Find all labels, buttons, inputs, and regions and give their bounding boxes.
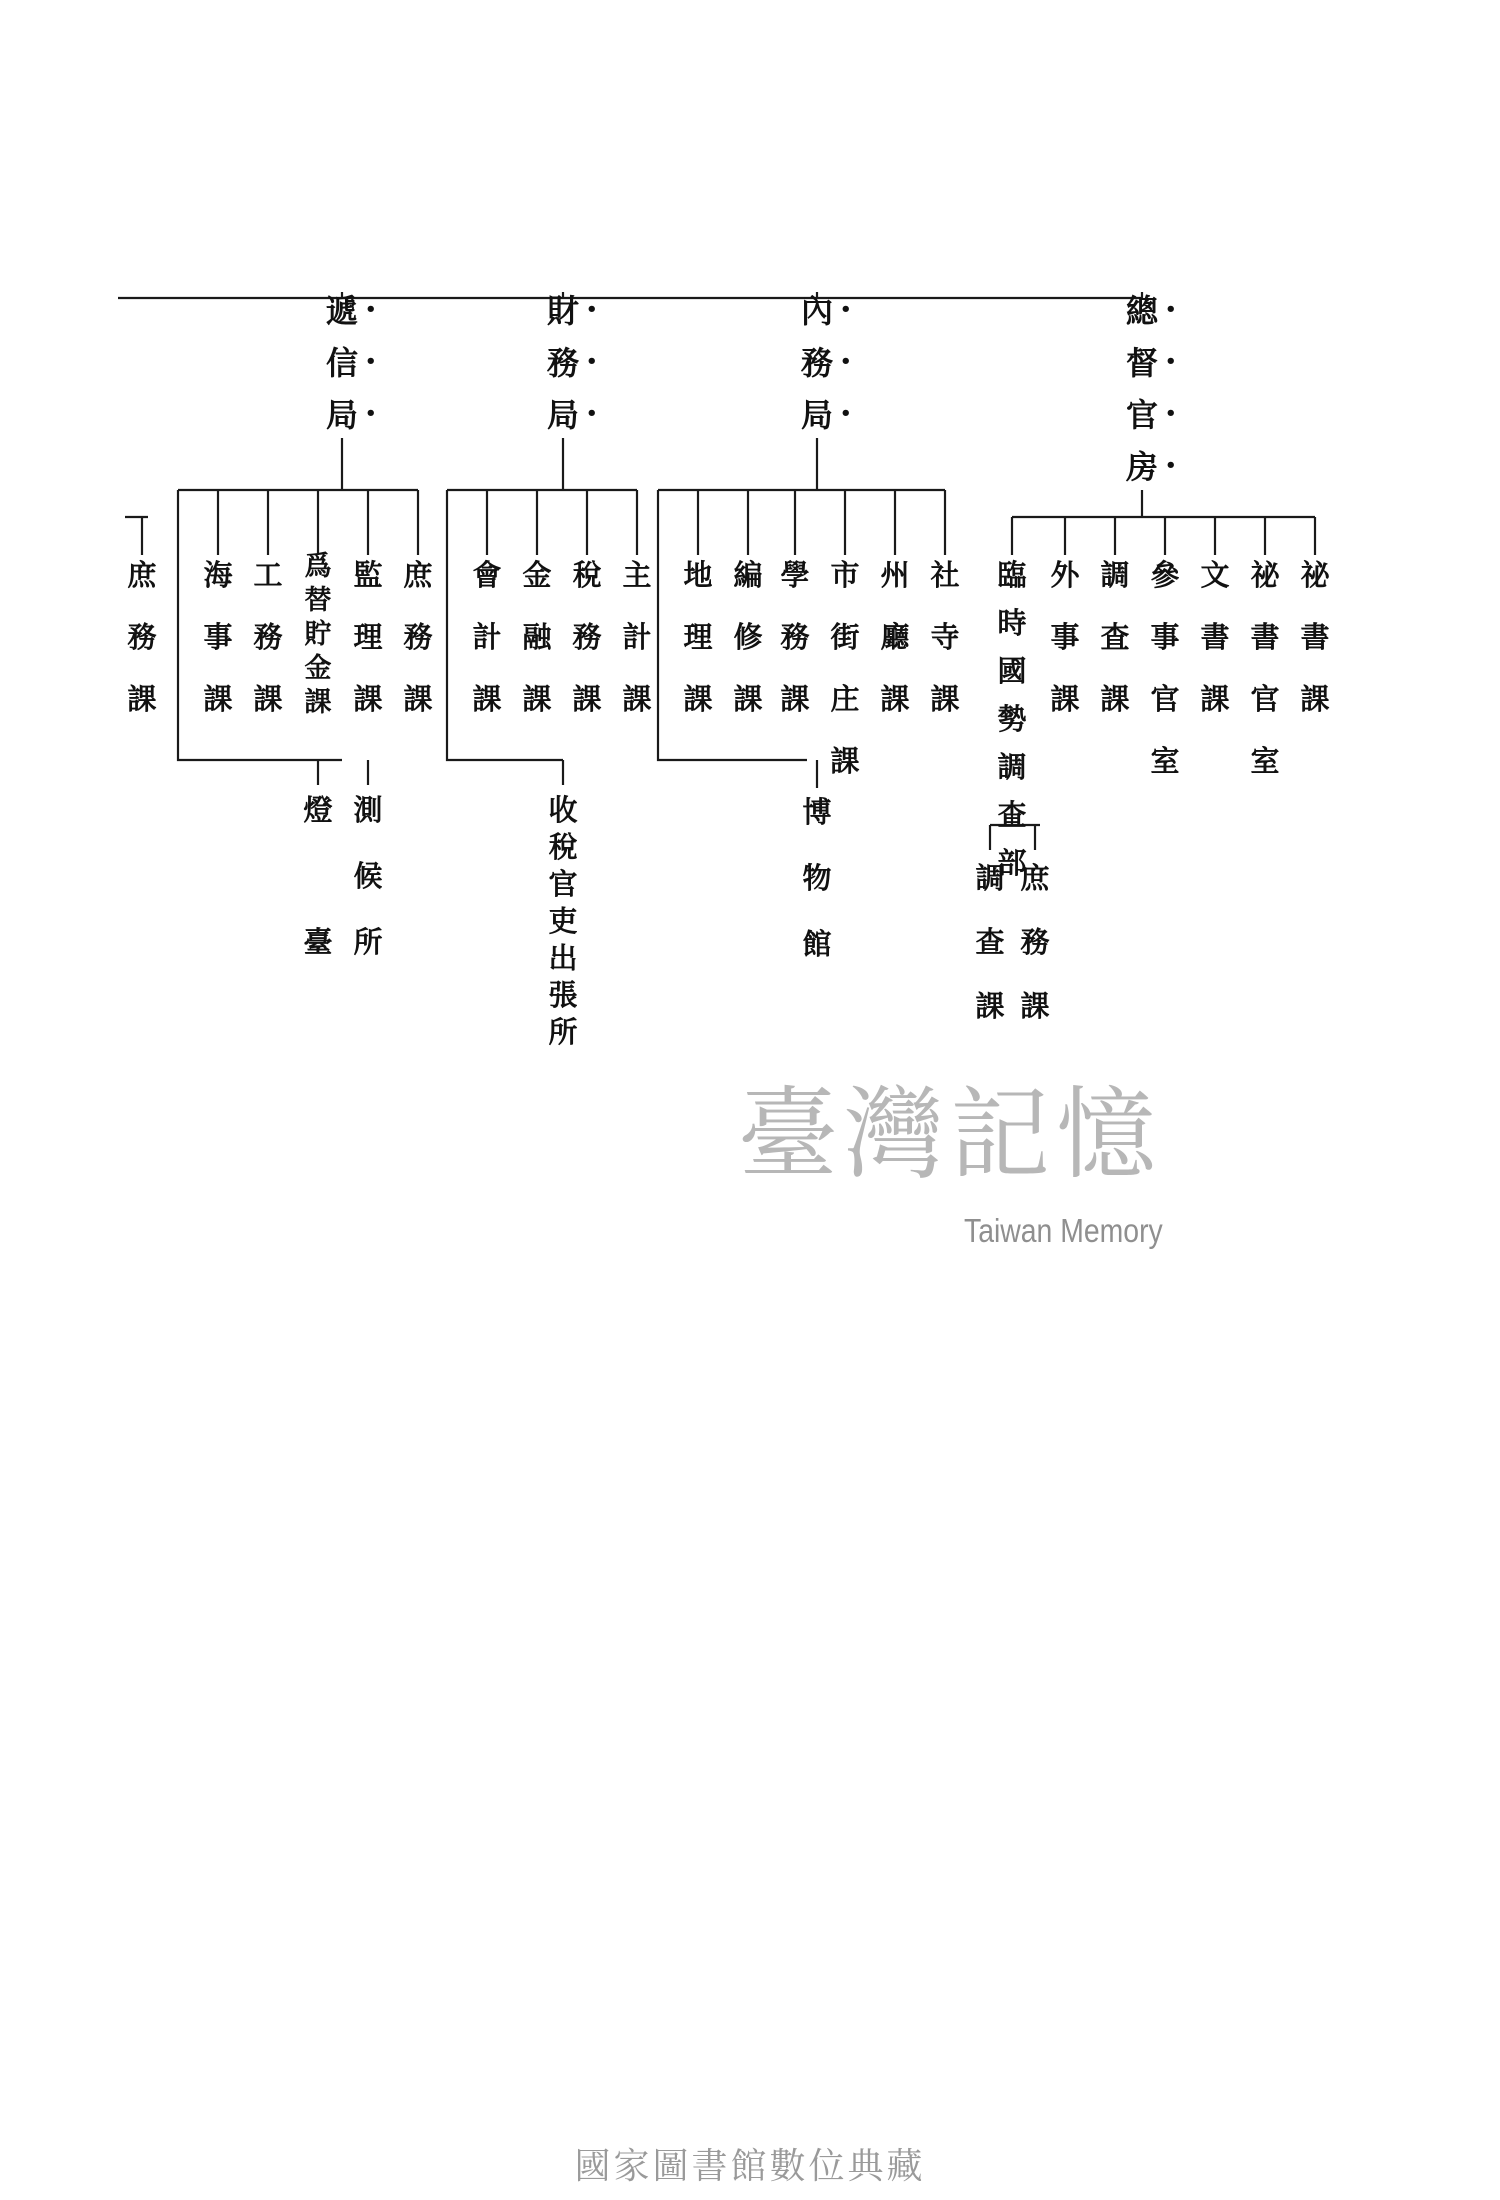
svg-text:街: 街 xyxy=(830,620,860,654)
svg-text:物: 物 xyxy=(802,861,832,895)
svg-text:書: 書 xyxy=(1200,620,1230,654)
svg-text:遞: 遞 xyxy=(325,292,359,330)
section-label xyxy=(472,558,501,716)
section-label xyxy=(930,558,959,716)
svg-text:局: 局 xyxy=(800,396,834,434)
svg-text:調: 調 xyxy=(1100,558,1130,592)
svg-text:燈: 燈 xyxy=(303,793,333,827)
svg-text:庶: 庶 xyxy=(127,558,157,592)
svg-text:•: • xyxy=(840,298,852,320)
svg-text:•: • xyxy=(1165,298,1177,320)
svg-text:財: 財 xyxy=(546,292,580,330)
subunit-label xyxy=(353,793,382,959)
department-head-zaimu xyxy=(546,292,598,434)
svg-text:張: 張 xyxy=(548,978,578,1012)
svg-text:務: 務 xyxy=(1020,925,1050,959)
svg-text:•: • xyxy=(840,350,852,372)
section-label xyxy=(252,558,282,716)
svg-text:監: 監 xyxy=(353,558,383,592)
svg-text:博: 博 xyxy=(802,795,832,829)
svg-text:課: 課 xyxy=(522,682,552,716)
footer-collection-label: 國家圖書館數位典藏 xyxy=(574,2146,926,2187)
svg-text:替: 替 xyxy=(304,585,332,616)
svg-text:課: 課 xyxy=(304,687,332,718)
svg-text:課: 課 xyxy=(1300,682,1330,716)
watermark-english: Taiwan Memory xyxy=(964,1212,1163,1249)
section-label xyxy=(1050,558,1080,716)
svg-text:局: 局 xyxy=(325,396,359,434)
svg-text:課: 課 xyxy=(1200,682,1230,716)
svg-text:課: 課 xyxy=(1020,989,1050,1023)
svg-text:室: 室 xyxy=(1150,744,1180,778)
svg-text:計: 計 xyxy=(472,620,502,654)
svg-text:課: 課 xyxy=(622,682,652,716)
svg-text:信: 信 xyxy=(325,344,359,382)
svg-text:•: • xyxy=(586,350,598,372)
svg-text:官: 官 xyxy=(1250,682,1280,716)
svg-text:部: 部 xyxy=(997,846,1027,880)
svg-text:理: 理 xyxy=(353,620,383,654)
section-label xyxy=(779,558,809,716)
svg-text:課: 課 xyxy=(253,682,283,716)
svg-text:官: 官 xyxy=(1125,396,1159,434)
svg-text:•: • xyxy=(365,298,377,320)
subunit-label xyxy=(548,793,577,1049)
svg-text:課: 課 xyxy=(733,682,763,716)
svg-text:所: 所 xyxy=(353,925,383,959)
section-label xyxy=(880,558,910,716)
svg-text:庶: 庶 xyxy=(403,558,433,592)
svg-text:課: 課 xyxy=(930,682,960,716)
svg-text:金: 金 xyxy=(522,558,552,592)
section-label xyxy=(1100,558,1129,716)
section-label xyxy=(830,558,859,778)
svg-text:候: 候 xyxy=(353,859,383,893)
svg-text:測: 測 xyxy=(353,793,383,827)
subunit-label xyxy=(975,861,1004,1023)
svg-text:寺: 寺 xyxy=(930,620,960,654)
section-label xyxy=(126,558,156,716)
svg-text:官: 官 xyxy=(1150,682,1180,716)
svg-text:事: 事 xyxy=(203,620,233,654)
svg-text:務: 務 xyxy=(253,620,283,654)
svg-text:課: 課 xyxy=(572,682,602,716)
svg-text:房: 房 xyxy=(1125,448,1159,486)
svg-text:計: 計 xyxy=(622,620,652,654)
section-label xyxy=(683,558,713,716)
svg-text:調: 調 xyxy=(997,750,1027,784)
svg-text:社: 社 xyxy=(930,558,960,592)
svg-text:國: 國 xyxy=(997,654,1027,688)
svg-text:工: 工 xyxy=(253,558,283,592)
section-label xyxy=(402,558,432,716)
svg-text:•: • xyxy=(586,402,598,424)
svg-text:地: 地 xyxy=(683,558,713,592)
svg-text:•: • xyxy=(840,402,852,424)
svg-text:事: 事 xyxy=(1050,620,1080,654)
subunit-label xyxy=(303,925,332,959)
svg-text:祕: 祕 xyxy=(1300,558,1330,592)
subunit-label xyxy=(1019,861,1049,1023)
svg-text:課: 課 xyxy=(403,682,433,716)
svg-text:•: • xyxy=(365,402,377,424)
svg-text:局: 局 xyxy=(546,396,580,434)
svg-text:臨: 臨 xyxy=(997,558,1027,592)
svg-text:査: 査 xyxy=(1100,620,1130,654)
svg-text:庄: 庄 xyxy=(830,682,860,716)
svg-text:務: 務 xyxy=(403,620,433,654)
section-label xyxy=(997,558,1026,880)
svg-text:•: • xyxy=(1165,350,1177,372)
section-label xyxy=(353,558,383,716)
svg-text:務: 務 xyxy=(780,620,810,654)
section-label xyxy=(1300,558,1331,716)
svg-text:課: 課 xyxy=(1100,682,1130,716)
svg-text:室: 室 xyxy=(1250,744,1280,778)
svg-text:務: 務 xyxy=(572,620,602,654)
svg-text:課: 課 xyxy=(353,682,383,716)
svg-text:臺: 臺 xyxy=(303,925,333,959)
section-label xyxy=(733,558,762,716)
svg-text:務: 務 xyxy=(546,344,580,382)
svg-text:課: 課 xyxy=(880,682,910,716)
svg-text:課: 課 xyxy=(780,682,810,716)
svg-text:廳: 廳 xyxy=(880,620,910,654)
watermark-chinese: 臺灣記憶 xyxy=(738,1076,1162,1193)
svg-text:書: 書 xyxy=(1250,620,1280,654)
svg-text:貯: 貯 xyxy=(304,619,332,650)
section-label xyxy=(522,558,552,716)
section-label xyxy=(571,558,601,716)
svg-text:督: 督 xyxy=(1125,344,1159,382)
svg-text:課: 課 xyxy=(1050,682,1080,716)
section-label xyxy=(305,551,332,718)
svg-text:•: • xyxy=(586,298,598,320)
svg-text:官: 官 xyxy=(548,867,578,901)
svg-text:事: 事 xyxy=(1150,620,1180,654)
department-head-teishin xyxy=(326,292,377,434)
chart-labels xyxy=(126,292,1331,1049)
svg-text:學: 學 xyxy=(780,558,810,592)
svg-text:會: 會 xyxy=(472,558,502,592)
svg-text:課: 課 xyxy=(975,989,1005,1023)
svg-text:課: 課 xyxy=(203,682,233,716)
svg-text:課: 課 xyxy=(683,682,713,716)
svg-text:市: 市 xyxy=(830,558,860,592)
svg-text:查: 查 xyxy=(975,925,1005,959)
section-label xyxy=(1250,558,1281,778)
svg-text:州: 州 xyxy=(880,558,910,592)
department-head-naimu xyxy=(800,292,852,434)
svg-text:庶: 庶 xyxy=(1020,861,1050,895)
svg-text:融: 融 xyxy=(522,620,552,654)
svg-text:所: 所 xyxy=(548,1015,578,1049)
svg-text:編: 編 xyxy=(733,558,763,592)
svg-text:祕: 祕 xyxy=(1250,558,1280,592)
section-label xyxy=(622,558,651,716)
svg-text:館: 館 xyxy=(802,927,832,961)
svg-text:收: 收 xyxy=(548,793,578,827)
svg-text:•: • xyxy=(365,350,377,372)
svg-text:務: 務 xyxy=(127,620,157,654)
svg-text:調: 調 xyxy=(975,861,1005,895)
svg-text:內: 內 xyxy=(800,292,834,330)
svg-text:稅: 稅 xyxy=(548,830,578,864)
svg-text:務: 務 xyxy=(800,344,834,382)
svg-text:•: • xyxy=(1165,402,1177,424)
department-head-sotokufu xyxy=(1125,292,1177,486)
svg-text:主: 主 xyxy=(622,558,652,592)
svg-text:勢: 勢 xyxy=(997,702,1027,736)
svg-text:金: 金 xyxy=(304,653,332,684)
svg-text:課: 課 xyxy=(830,744,860,778)
svg-text:出: 出 xyxy=(548,941,578,975)
svg-text:海: 海 xyxy=(203,558,233,592)
subunit-label xyxy=(302,793,332,827)
svg-text:參: 參 xyxy=(1150,558,1180,592)
subunit-label xyxy=(802,795,831,961)
section-label xyxy=(203,558,233,716)
svg-text:外: 外 xyxy=(1050,558,1080,592)
section-label xyxy=(1150,558,1179,778)
svg-text:課: 課 xyxy=(127,682,157,716)
svg-text:理: 理 xyxy=(683,620,713,654)
svg-text:文: 文 xyxy=(1200,558,1230,592)
svg-text:爲: 爲 xyxy=(304,551,332,582)
svg-text:課: 課 xyxy=(472,682,502,716)
svg-text:稅: 稅 xyxy=(572,558,602,592)
svg-text:•: • xyxy=(1165,454,1177,476)
svg-text:吏: 吏 xyxy=(548,904,578,938)
svg-text:修: 修 xyxy=(733,620,763,654)
svg-text:查: 查 xyxy=(997,798,1027,832)
svg-text:時: 時 xyxy=(997,606,1027,640)
svg-text:總: 總 xyxy=(1125,292,1159,330)
svg-text:書: 書 xyxy=(1300,620,1330,654)
section-label xyxy=(1200,558,1229,716)
